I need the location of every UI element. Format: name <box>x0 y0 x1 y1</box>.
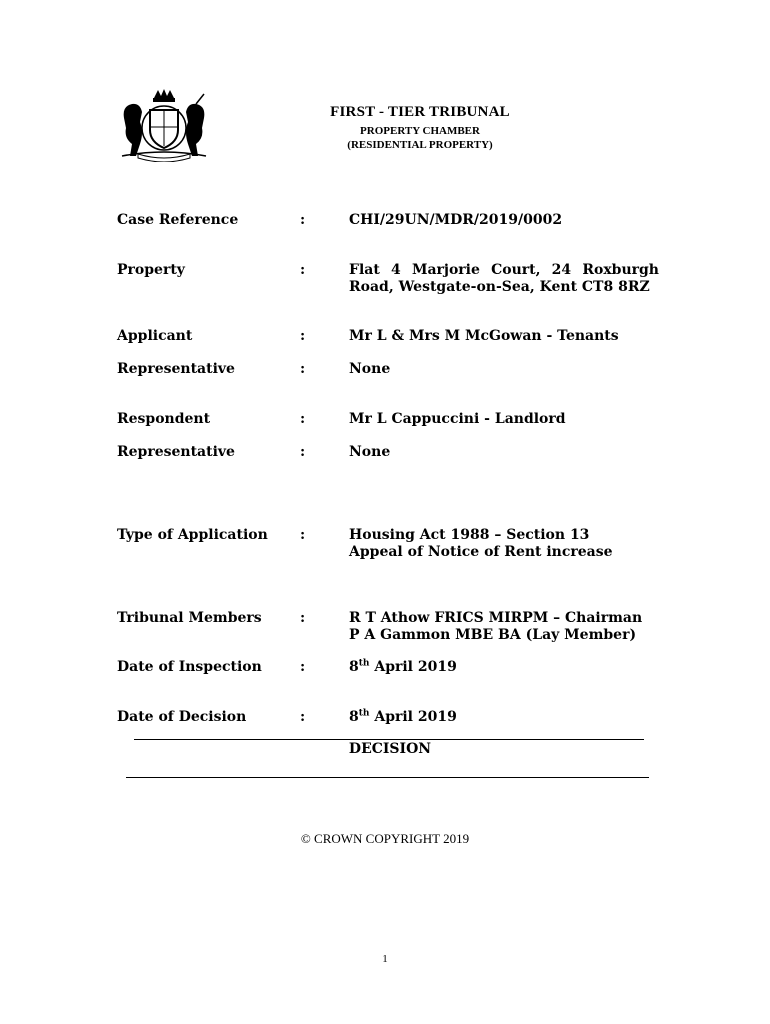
date-of-decision-day: 8 <box>349 709 359 725</box>
type-of-application-line2: Appeal of Notice of Rent increase <box>349 544 613 560</box>
property-value-line2: Road, Westgate-on-Sea, Kent CT8 8RZ <box>349 279 650 295</box>
type-of-application-label: Type of Application <box>117 527 268 543</box>
field-colon: : <box>300 361 306 377</box>
chamber-subtitle: (RESIDENTIAL PROPERTY) <box>347 139 493 151</box>
chamber-name: PROPERTY CHAMBER <box>360 125 480 137</box>
royal-coat-of-arms-icon <box>116 88 212 162</box>
crown-copyright: © CROWN COPYRIGHT 2019 <box>300 831 470 846</box>
respondent-label: Respondent <box>117 411 211 427</box>
property-value-line1: Flat 4 Marjorie Court, 24 Roxburgh <box>349 262 659 278</box>
tribunal-title: FIRST - TIER TRIBUNAL <box>330 104 510 120</box>
decision-top-rule <box>134 739 644 740</box>
property-label: Property <box>117 262 185 278</box>
field-colon: : <box>300 328 306 344</box>
respondent-value: Mr L Cappuccini - Landlord <box>349 411 566 427</box>
property-value <box>349 262 659 296</box>
applicant-label: Applicant <box>117 328 193 344</box>
field-colon: : <box>300 212 306 228</box>
date-of-inspection-value <box>349 659 659 676</box>
date-of-decision-suffix: th <box>358 708 370 719</box>
respondent-representative-value: None <box>349 444 391 460</box>
field-colon: : <box>300 610 306 626</box>
applicant-representative-label: Representative <box>117 361 235 377</box>
date-of-decision-value <box>349 709 659 726</box>
field-colon: : <box>300 527 306 543</box>
field-colon: : <box>300 262 306 278</box>
type-of-application-value <box>349 527 659 561</box>
applicant-representative-value: None <box>349 361 391 377</box>
field-colon: : <box>300 411 306 427</box>
case-reference-label: Case Reference <box>117 212 239 228</box>
tribunal-member-lay: P A Gammon MBE BA (Lay Member) <box>349 627 637 643</box>
page-number: 1 <box>382 953 388 965</box>
field-colon: : <box>300 709 306 725</box>
tribunal-member-chairman: R T Athow FRICS MIRPM – Chairman <box>349 610 643 626</box>
date-of-inspection-day: 8 <box>349 659 359 675</box>
applicant-value: Mr L & Mrs M McGowan - Tenants <box>349 328 619 344</box>
date-of-decision-rest: April 2019 <box>369 709 457 725</box>
case-reference-value: CHI/29UN/MDR/2019/0002 <box>349 212 563 228</box>
date-of-decision-label: Date of Decision <box>117 709 247 725</box>
date-of-inspection-rest: April 2019 <box>369 659 457 675</box>
field-colon: : <box>300 444 306 460</box>
type-of-application-line1: Housing Act 1988 – Section 13 <box>349 527 590 543</box>
tribunal-members-label: Tribunal Members <box>117 610 262 626</box>
date-of-inspection-suffix: th <box>358 658 370 669</box>
respondent-representative-label: Representative <box>117 444 235 460</box>
decision-heading: DECISION <box>348 741 432 757</box>
tribunal-members-value <box>349 610 659 644</box>
decision-bottom-rule <box>126 777 649 778</box>
field-colon: : <box>300 659 306 675</box>
date-of-inspection-label: Date of Inspection <box>117 659 262 675</box>
